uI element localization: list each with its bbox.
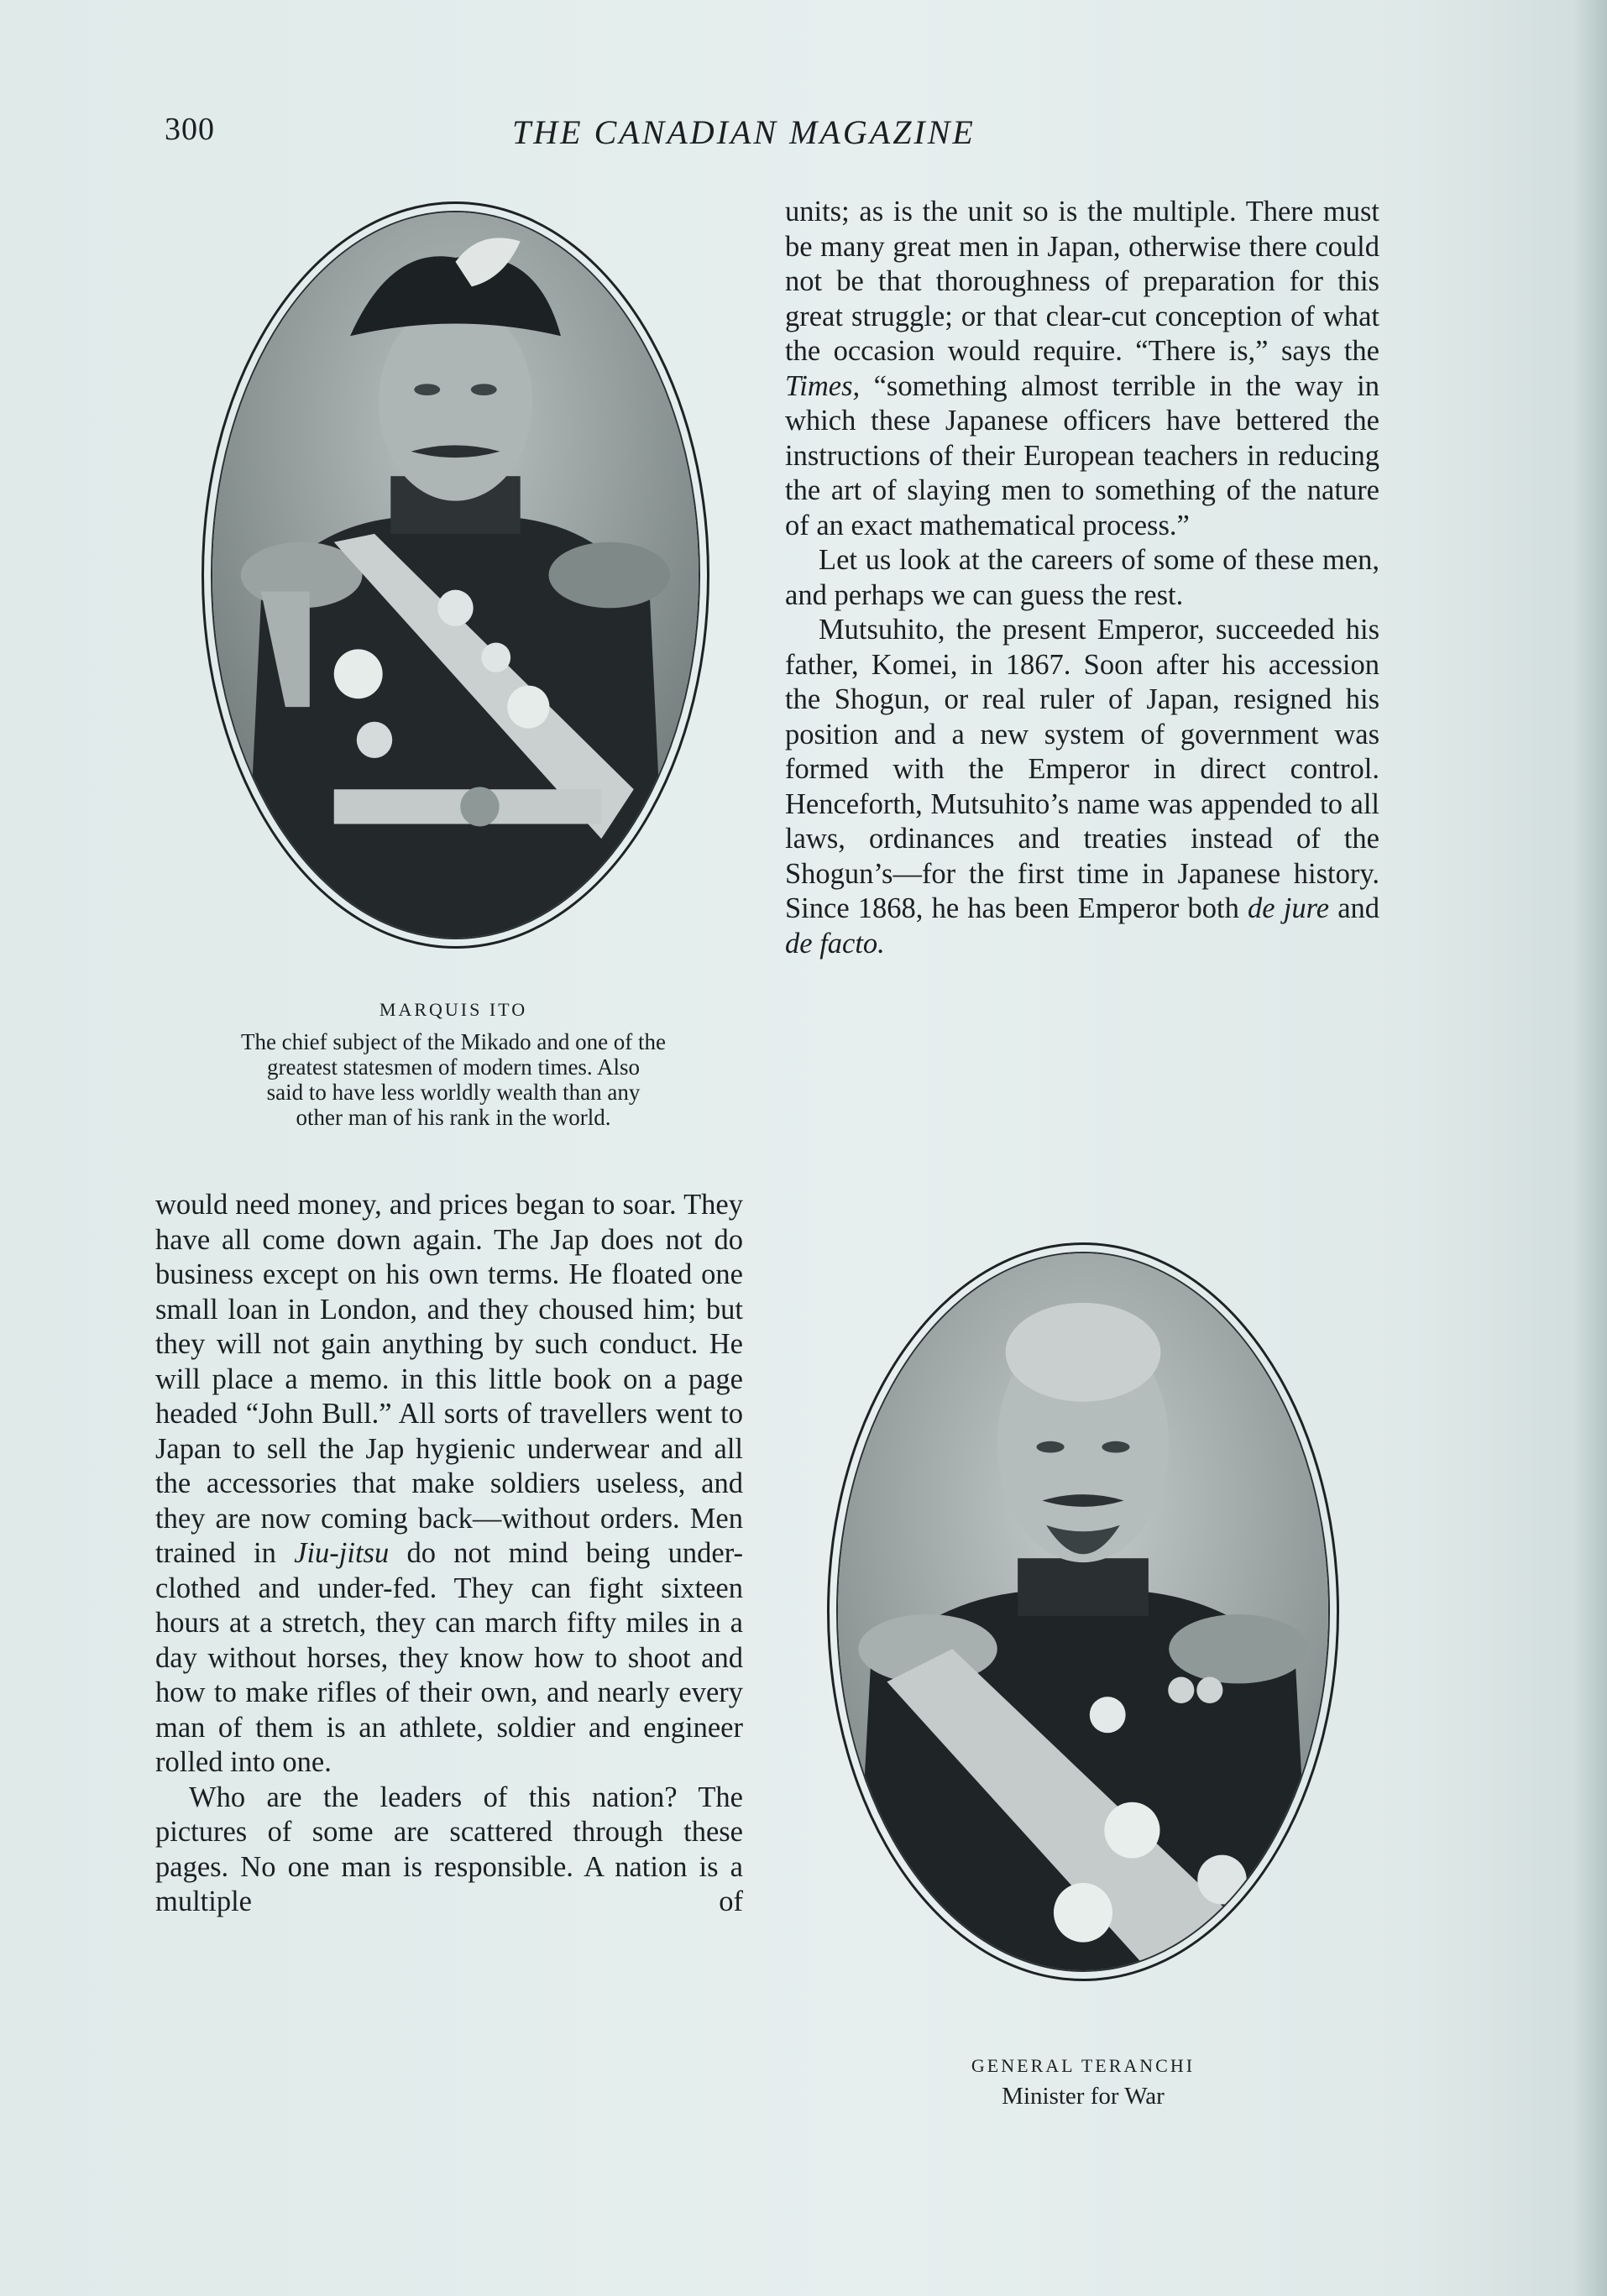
paragraph: units; as is the unit so is the multiple. There must be many great men in Japan, otherwise there could not be that thoroughness of preparation for this great struggle; or that clear-cut conception of what the occasion would require. “There is,” says the Times, “something almost terrible in the way in which these Japanese officers have bettered the instructions of their European teachers in reducing the art of slaying men to something of the nature of an exact mathematical process.” — [785, 196, 1379, 541]
page-number: 300 — [165, 112, 215, 147]
running-head: THE CANADIAN MAGAZINE — [512, 113, 976, 151]
caption-teranchi-title: Minister for War — [1002, 2083, 1165, 2110]
caption-marquis-ito — [151, 999, 756, 1130]
caption-ito-line: other man of his rank in the world. — [296, 1105, 611, 1130]
caption-general-teranchi — [840, 2055, 1327, 2109]
page-spine-shadow — [1573, 0, 1607, 2296]
caption-ito-line: greatest statesmen of modern times. Also — [267, 1054, 640, 1080]
paragraph: Who are the leaders of this nation? The pictures of some are scattered through these pages. No one man is responsible. A nation is a multiple of — [155, 1781, 743, 1917]
portrait-marquis-ito — [202, 201, 709, 949]
caption-ito-description — [151, 1029, 756, 1130]
portrait-ito-photo — [211, 211, 700, 939]
paragraph: Let us look at the careers of some of these men, and perhaps we can guess the rest. — [785, 544, 1379, 611]
right-column-text — [785, 195, 1379, 961]
caption-ito-line: The chief subject of the Mikado and one of the — [240, 1029, 667, 1054]
paragraph: would need money, and prices began to soar. They have all come down again. The Jap does not do business except on his own terms. He floated one small loan in London, and they choused him; but they will not gain anything by such conduct. He will place a memo. in this little book on a page headed “John Bull.” All sorts of travellers went to Japan to sell the Jap hygienic underwear and all the accessories that make soldiers useless, and they are now coming back—without orders. Men trained in Jiu-jitsu do not mind being under-clothed and under-fed. They can fight sixteen hours at a stretch, they can march fifty miles in a day without horses, they know how to shoot and how to make rifles of their own, and nearly every man of them is an athlete, soldier and engineer rolled into one. — [155, 1189, 744, 1778]
portrait-general-teranchi — [827, 1242, 1339, 1981]
caption-ito-name: MARQUIS ITO — [379, 999, 528, 1020]
caption-teranchi-name: GENERAL TERANCHI — [971, 2055, 1196, 2076]
caption-ito-line: said to have less worldly wealth than any — [266, 1080, 641, 1105]
portrait-teranchi-photo — [836, 1252, 1330, 1972]
paragraph: Mutsuhito, the present Emperor, succeeded his father, Komei, in 1867. Soon after his accession the Shogun, or real ruler of Japan, resigned his position and a new system of government was formed with the Emperor in direct control. Henceforth, Mutsuhito’s name was appended to all laws, ordinances and treaties instead of the Shogun’s—for the first time in Japanese history. Since 1868, he has been Emperor both de jure and de facto. — [785, 614, 1380, 960]
left-column-text — [155, 1188, 743, 1920]
